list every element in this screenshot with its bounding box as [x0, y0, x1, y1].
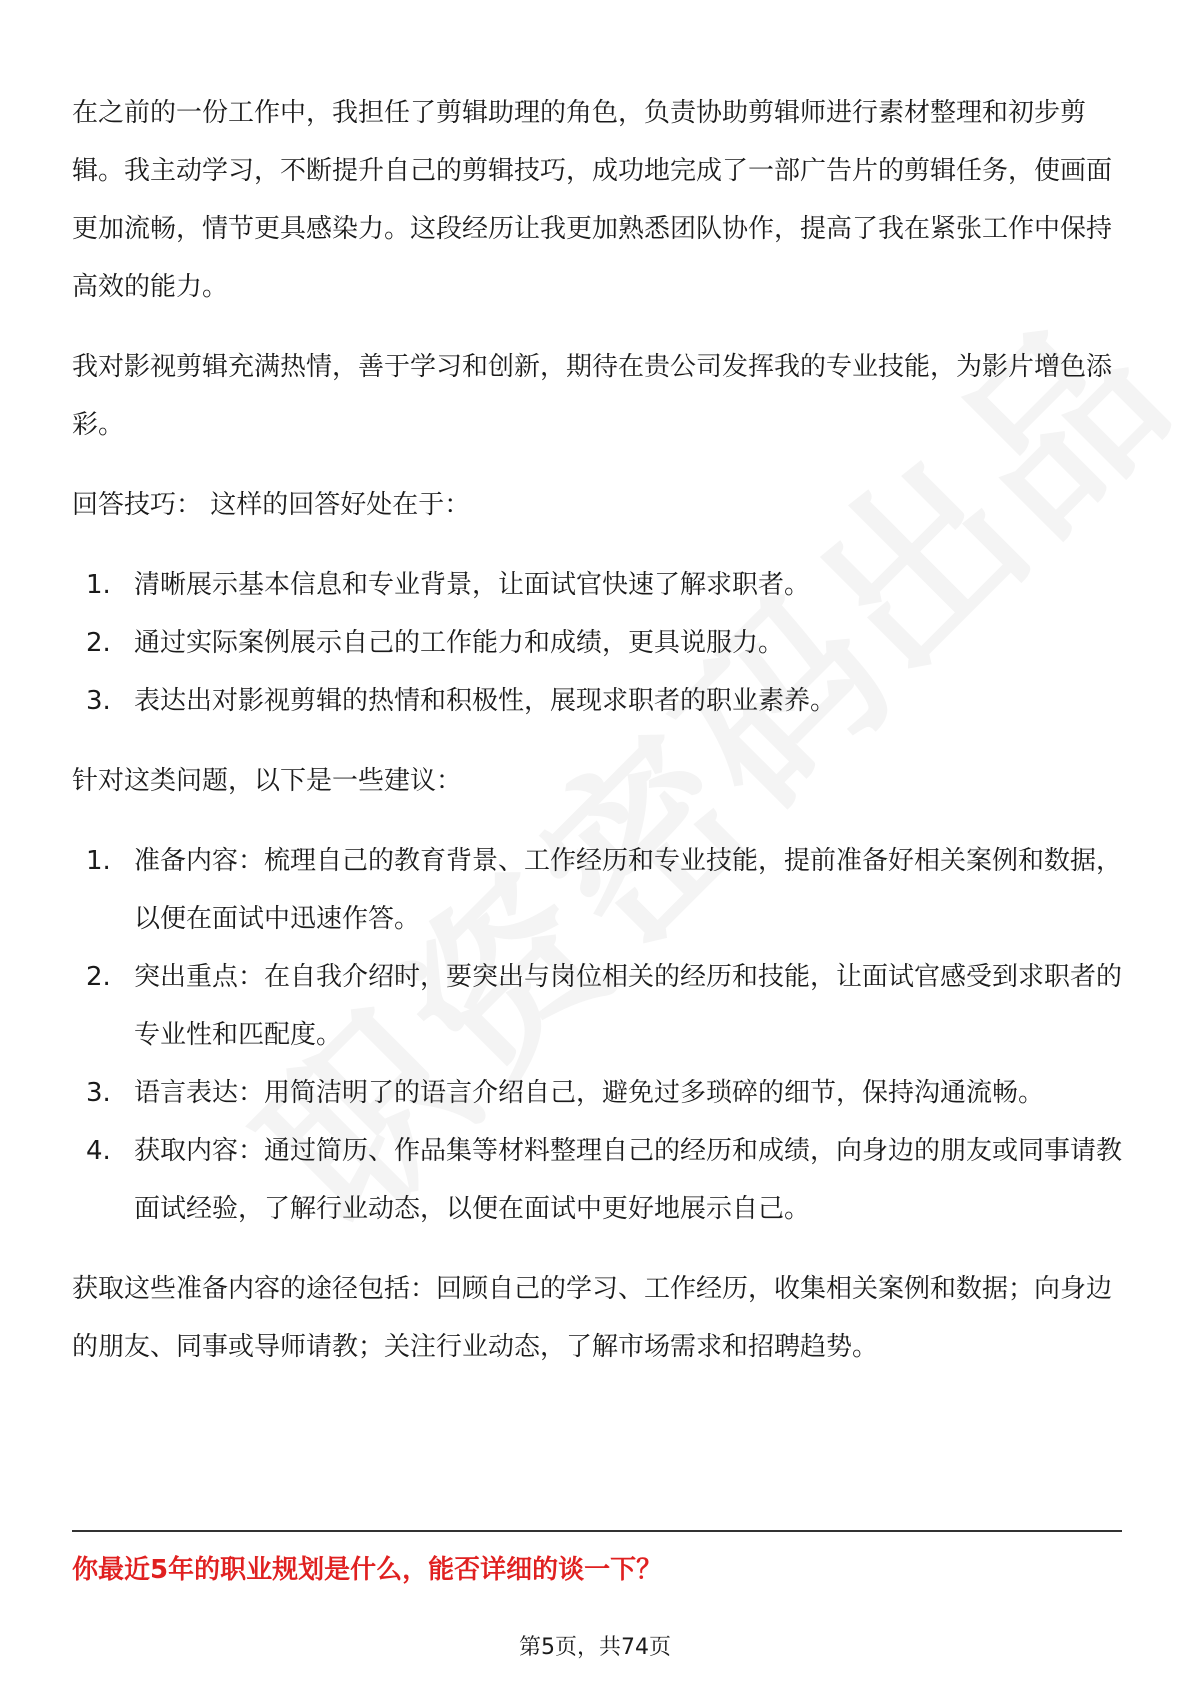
list-item: 1. 准备内容：梳理自己的教育背景、工作经历和专业技能，提前准备好相关案例和数据，以便在面试中迅速作答。 [86, 846, 1123, 934]
list-item: 4. 获取内容：通过简历、作品集等材料整理自己的经历和成绩，向身边的朋友或同事请教面试经验，了解行业动态，以便在面试中更好地展示自己。 [86, 1136, 1123, 1224]
list-item: 3. 语言表达：用简洁明了的语言介绍自己，避免过多琐碎的细节，保持沟通流畅。 [86, 1078, 1045, 1108]
paragraph-suggestions-heading: 针对这类问题，以下是一些建议： [72, 766, 463, 796]
list-item: 2. 通过实际案例展示自己的工作能力和成绩，更具说服力。 [86, 628, 785, 658]
paragraph-passion: 我对影视剪辑充满热情，善于学习和创新，期待在贵公司发挥我的专业技能，为影片增色添彩。 [72, 352, 1113, 440]
paragraph-closing: 获取这些准备内容的途径包括：回顾自己的学习、工作经历，收集相关案例和数据；向身边的朋友、同事或导师请教；关注行业动态，了解市场需求和招聘趋势。 [72, 1274, 1113, 1362]
benefits-list [72, 556, 1122, 730]
paragraph-tips-heading: 回答技巧： 这样的回答好处在于： [72, 490, 471, 520]
document-body [72, 84, 1122, 1398]
list-item: 3. 表达出对影视剪辑的热情和积极性，展现求职者的职业素养。 [86, 686, 837, 716]
suggestions-list [72, 832, 1122, 1238]
section-divider [72, 1530, 1122, 1532]
list-item: 2. 突出重点：在自我介绍时，要突出与岗位相关的经历和技能，让面试官感受到求职者的专业性和匹配度。 [86, 962, 1123, 1050]
page-number: 第5页，共74页 [519, 1635, 671, 1660]
paragraph-experience: 在之前的一份工作中，我担任了剪辑助理的角色，负责协助剪辑师进行素材整理和初步剪辑。我主动学习，不断提升自己的剪辑技巧，成功地完成了一部广告片的剪辑任务，使画面更加流畅，情节更具感染力。这段经历让我更加熟悉团队协作，提高了我在紧张工作中保持高效的能力。 [72, 98, 1113, 302]
list-item: 1. 清晰展示基本信息和专业背景，让面试官快速了解求职者。 [86, 570, 811, 600]
next-question-heading: 你最近5年的职业规划是什么，能否详细的谈一下？ [72, 1555, 663, 1585]
